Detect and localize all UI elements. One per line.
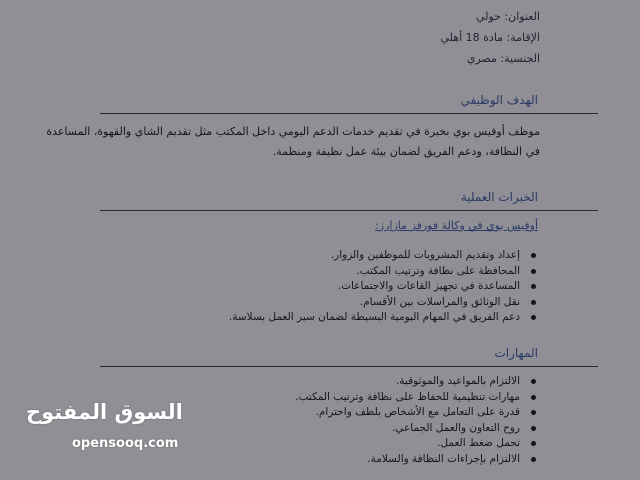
list-item: الالتزام بإجراءات النظافة والسلامة. <box>295 452 540 468</box>
list-item: إعداد وتقديم المشروبات للموظفين والزوار. <box>229 248 540 264</box>
list-item: مهارات تنظيمية للحفاظ على نظافة وترتيب المكتب. <box>295 390 540 406</box>
list-item: تحمل ضغط العمل. <box>295 436 540 452</box>
skills-list <box>295 374 540 467</box>
list-item: دعم الفريق في المهام اليومية البسيطة لضمان سير العمل بسلاسة. <box>229 310 540 326</box>
objective-heading: الهدف الوظيفي <box>460 93 538 107</box>
experience-list <box>229 248 540 326</box>
list-item: نقل الوثائق والمراسلات بين الأقسام. <box>229 295 540 311</box>
address-line: العنوان: حولي <box>475 10 540 23</box>
experience-divider <box>100 210 598 211</box>
objective-text: موظف أوفيس بوي بخبرة في تقديم خدمات الدعم اليومي داخل المكتب مثل تقديم الشاي والقهوة، المساعدة في النظافة، ودعم الفريق لضمان بيئة عمل نظيفة ومنظمة. <box>46 125 540 158</box>
job-title: أوفيس بوي في وكالة فورفز مازارز: <box>375 219 538 232</box>
opensooq-watermark-logo <box>20 400 183 460</box>
watermark-arabic-text: السوق المفتوح <box>26 400 183 424</box>
residency-line: الإقامة: مادة 18 أهلي <box>440 31 540 44</box>
list-item: الالتزام بالمواعيد والموثوقية. <box>295 374 540 390</box>
watermark-english-text: opensooq.com <box>72 436 179 451</box>
skills-divider <box>100 366 598 367</box>
list-item: روح التعاون والعمل الجماعي. <box>295 421 540 437</box>
objective-divider <box>100 113 598 114</box>
list-item: المحافظة على نظافة وترتيب المكتب. <box>229 264 540 280</box>
skills-heading: المهارات <box>494 346 538 360</box>
experience-heading: الخبرات العملية <box>460 190 538 204</box>
list-item: قدرة على التعامل مع الأشخاص بلطف واحترام. <box>295 405 540 421</box>
list-item: المساعدة في تجهيز القاعات والاجتماعات. <box>229 279 540 295</box>
nationality-line: الجنسية: مصري <box>466 52 540 65</box>
